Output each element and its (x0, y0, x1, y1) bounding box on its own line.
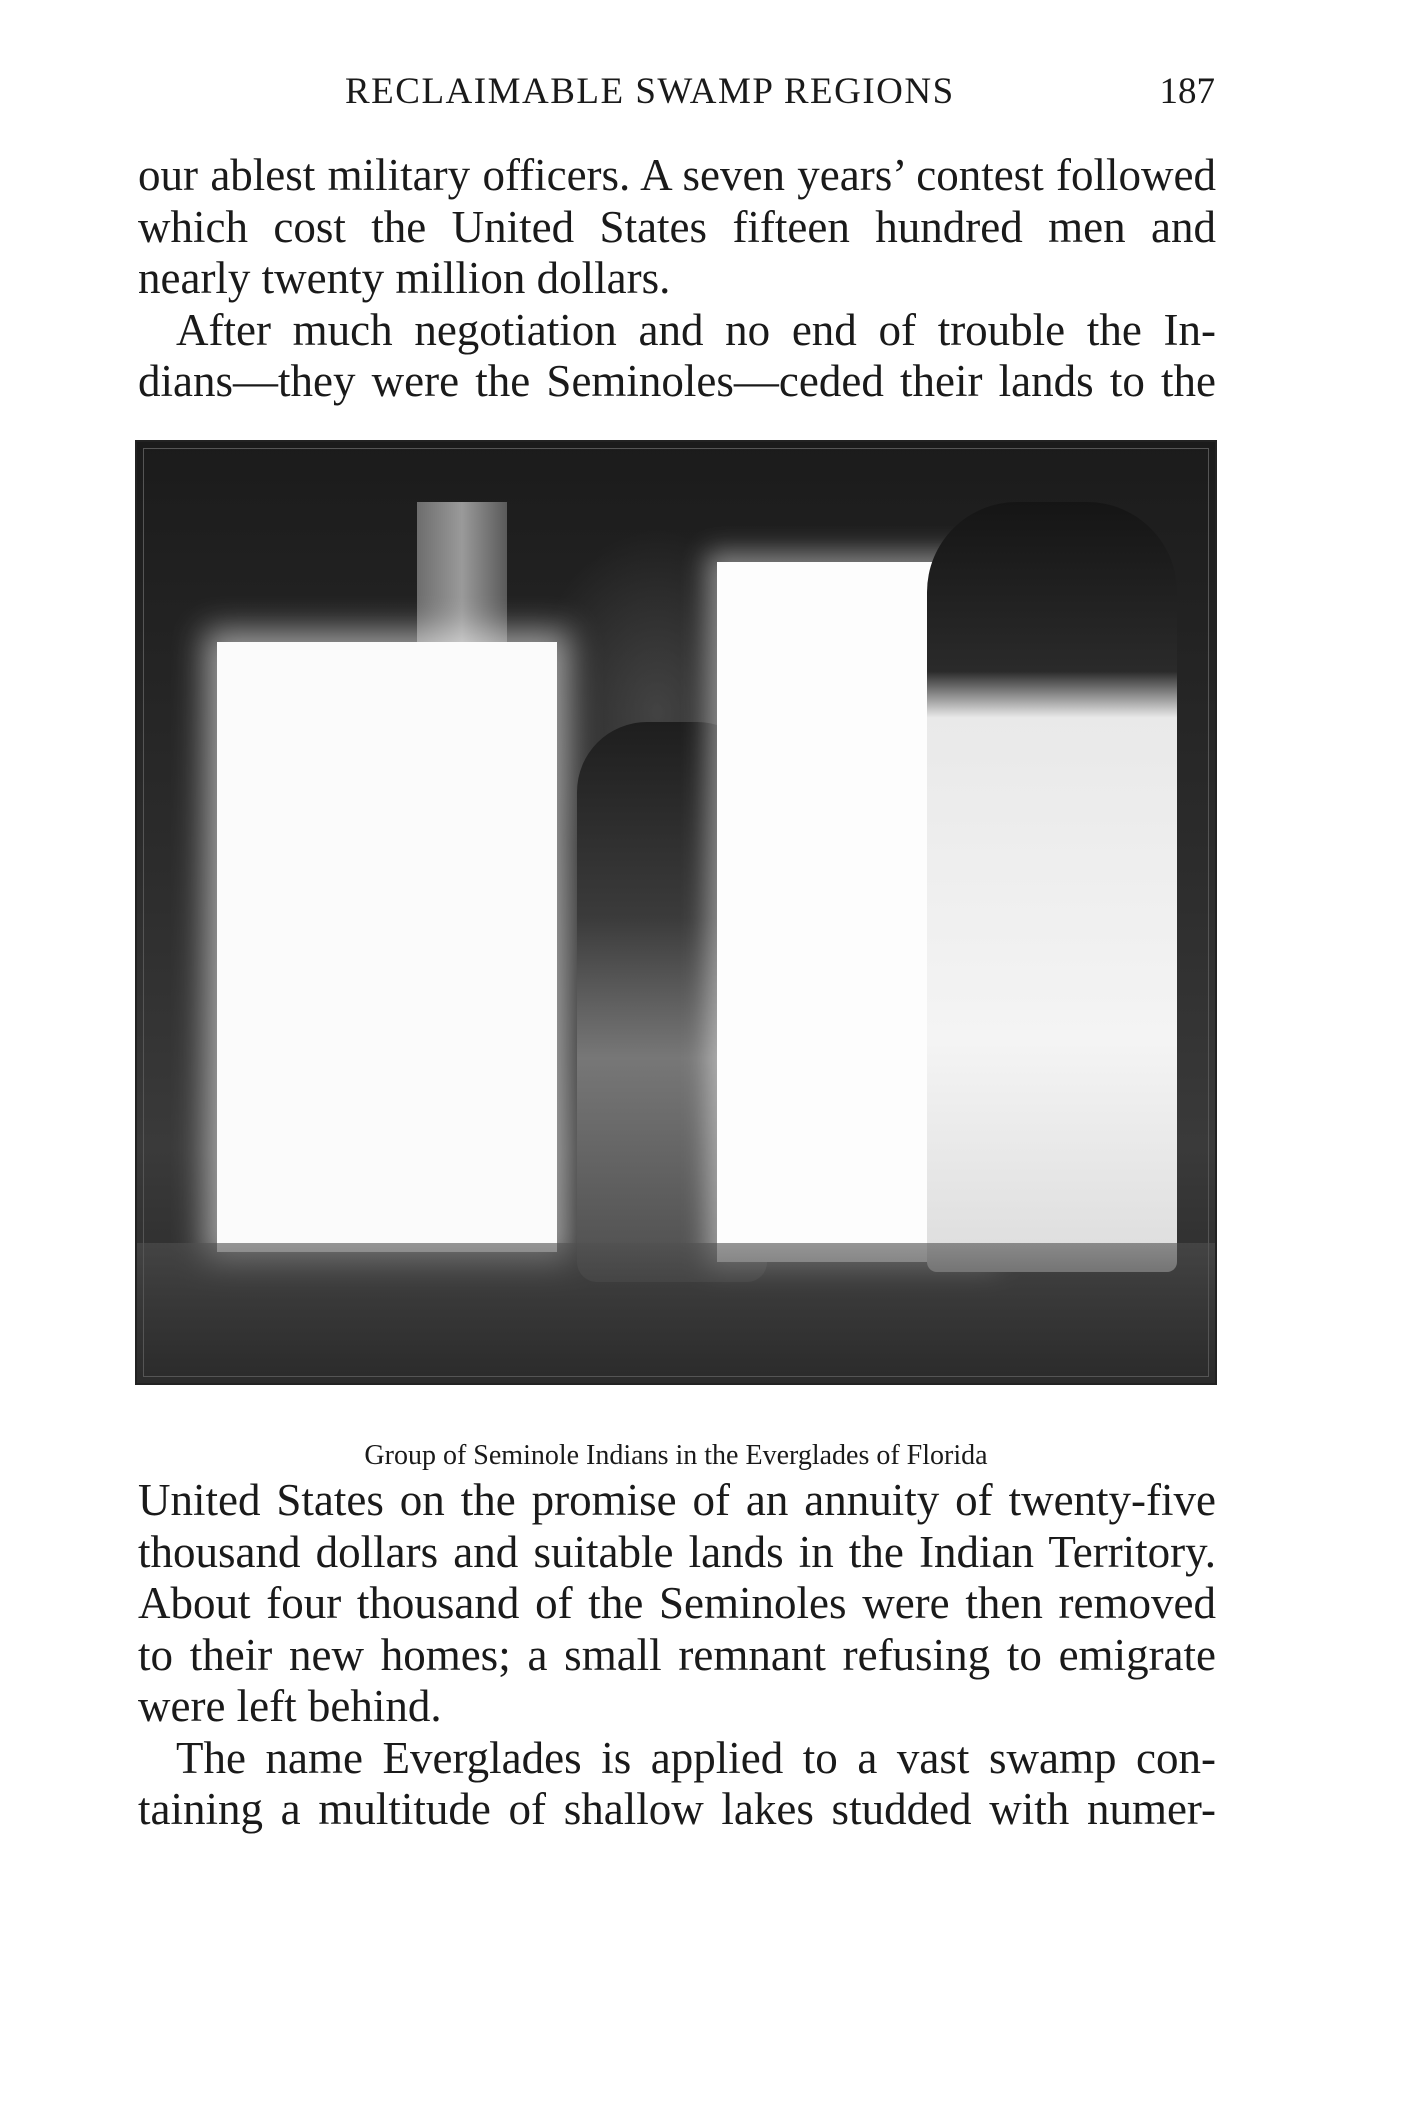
text-line: taining a multitude of shallow lakes studded with numer- (138, 1784, 1216, 1834)
text-line: were left behind. (138, 1681, 442, 1731)
figure-caption: Group of Seminole Indians in the Everglades of Florida (364, 1440, 988, 1471)
running-head (140, 70, 1215, 120)
text-line: About four thousand of the Seminoles were then removed (138, 1578, 1216, 1628)
photo-inner-border (143, 448, 1209, 1377)
page-number: 187 (1159, 71, 1215, 112)
text-line: our ablest military officers. A seven years’ contest followed (138, 150, 1216, 200)
text-line: After much negotiation and no end of trouble the In- (176, 304, 1216, 355)
figure (135, 440, 1217, 1471)
text-line: to their new homes; a small remnant refusing to emigrate (138, 1629, 1216, 1680)
body-text-top (138, 150, 1216, 408)
text-line: dians—they were the Seminoles—ceded their lands to the (138, 356, 1216, 406)
text-line: thousand dollars and suitable lands in the Indian Territory. (138, 1526, 1216, 1577)
text-line: which cost the United States fifteen hundred men and (138, 201, 1216, 252)
seminole-group-photo (135, 440, 1217, 1385)
running-title: RECLAIMABLE SWAMP REGIONS (345, 71, 955, 112)
text-line: The name Everglades is applied to a vast swamp con- (176, 1732, 1216, 1783)
body-text-bottom (138, 1475, 1216, 1836)
text-line: nearly twenty million dollars. (138, 253, 671, 303)
text-line: United States on the promise of an annuity of twenty-five (138, 1475, 1216, 1525)
